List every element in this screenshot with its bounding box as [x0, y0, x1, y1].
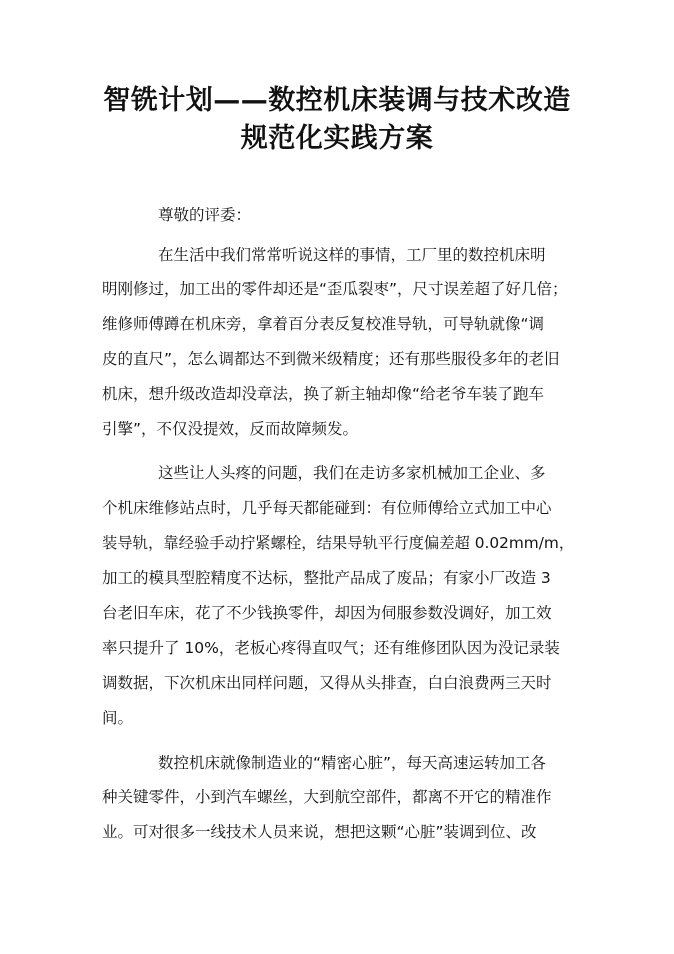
paragraph-3-line: 数控机床就像制造业的“精密心脏”，每天高速运转加工各	[158, 754, 547, 772]
page-title-line-1: 智铣计划——数控机床装调与技术改造	[103, 85, 571, 116]
salutation: 尊敬的评委：	[158, 206, 252, 224]
paragraph-3-line: 业。可对很多一线技术人员来说，想把这颗“心脏”装调到位、改	[102, 823, 537, 841]
paragraph-1-line: 机床，想升级改造却没章法，换了新主轴却像“给老爷车装了跑车	[102, 385, 545, 403]
page-title-line-2: 规范化实践方案	[240, 123, 434, 154]
paragraph-1-line: 明刚修过，加工出的零件却还是“歪瓜裂枣”，尺寸误差超了好几倍；	[102, 280, 568, 298]
paragraph-2-line: 装导轨，靠经验手动拧紧螺栓，结果导轨平行度偏差超 0.02mm/m，	[102, 534, 575, 552]
paragraph-2-line: 间。	[102, 709, 134, 727]
paragraph-1-line: 维修师傅蹲在机床旁，拿着百分表反复校准导轨，可导轨就像“调	[102, 315, 545, 333]
paragraph-1-line: 在生活中我们常常听说这样的事情，工厂里的数控机床明	[158, 246, 546, 264]
paragraph-1-line: 引擎”，不仅没提效，反而故障频发。	[102, 420, 359, 438]
paragraph-2-line: 调数据，下次机床出同样问题，又得从头排查，白白浪费两三天时	[102, 674, 552, 692]
paragraph-1-line: 皮的直尺”，怎么调都达不到微米级精度；还有那些服役多年的老旧	[102, 350, 560, 368]
paragraph-2-line: 个机床维修站点时，几乎每天都能碰到：有位师傅给立式加工中心	[102, 499, 552, 517]
paragraph-2-line: 这些让人头疼的问题，我们在走访多家机械加工企业、多	[158, 464, 546, 482]
paragraph-2-line: 台老旧车床，花了不少钱换零件，却因为伺服参数没调好，加工效	[102, 604, 552, 622]
paragraph-2-line: 加工的模具型腔精度不达标，整批产品成了废品；有家小厂改造 3	[102, 569, 551, 587]
paragraph-2-line: 率只提升了 10%，老板心疼得直叹气；还有维修团队因为没记录装	[102, 639, 560, 657]
paragraph-3-line: 种关键零件，小到汽车螺丝，大到航空部件，都离不开它的精准作	[102, 788, 552, 806]
